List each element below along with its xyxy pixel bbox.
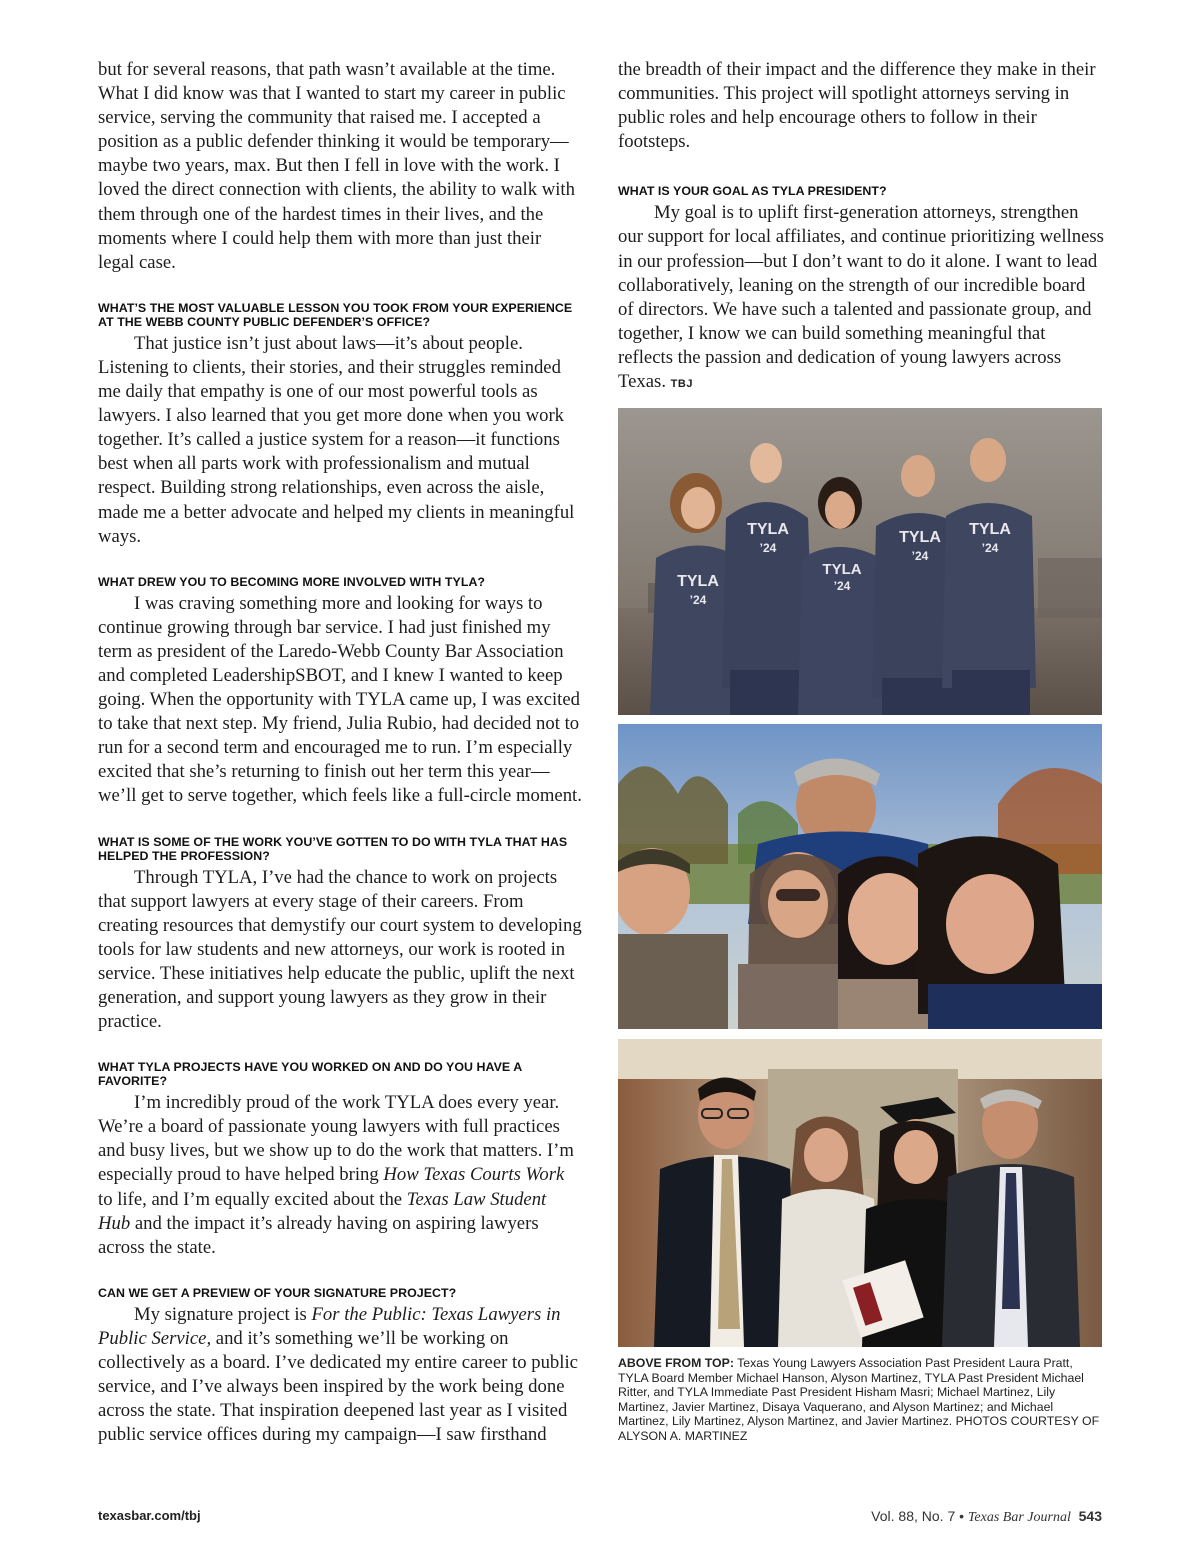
project-title-for-the-public: For the Public: Texas Lawyers in Public Service, [98, 1303, 561, 1349]
question-tyla-projects: WHAT TYLA PROJECTS HAVE YOU WORKED ON AND DO YOU HAVE A FAVORITE? [98, 1060, 522, 1089]
shirt-logo-text: TYLA [822, 561, 862, 578]
photo-graduation-group [618, 1039, 1102, 1347]
project-title-law-student-hub: Texas Law Student Hub [98, 1188, 547, 1234]
selfie-photo-illustration [618, 724, 1102, 1029]
footer-site-link[interactable]: texasbar.com/tbj [98, 1508, 201, 1523]
shirt-logo-year: ’24 [833, 579, 851, 593]
footer-journal-name: Texas Bar Journal [967, 1510, 1071, 1525]
question-involved-tyla: WHAT DREW YOU TO BECOMING MORE INVOLVED WITH TYLA? [98, 574, 486, 589]
answer-signature-project [98, 1303, 582, 1448]
shirt-logo-year: ’24 [981, 541, 999, 555]
graduation-photo-illustration [618, 1039, 1102, 1347]
answer-text: I’m incredibly proud of the work TYLA does every year. We’re a board of passionate young lawyers with full practices and busy lives, but we show up to do the work that matters. I’m especially proud to have helped bring [98, 1092, 574, 1186]
shirt-logo-text: TYLA [747, 521, 789, 538]
paragraph-continued: but for several reasons, that path wasn’t available at the time. What I did know was that I wanted to start my career in public service, serving the community that raised me. I accepted a position as a public defender thinking it would be temporary—maybe two years, max. But then I fell in love with the work. I loved the direct connection with clients, the ability to walk with them through one of the hardest times in their lives, and the moments where I could help them with more than just their legal case. [98, 59, 575, 273]
photo-tyla-board-group [618, 408, 1102, 715]
paragraph-continued-right: the breadth of their impact and the difference they make in their communities. This project will spotlight attorneys serving in public roles and help encourage others to follow in their footsteps. [618, 59, 1096, 153]
question-work-profession: WHAT IS SOME OF THE WORK YOU’VE GOTTEN TO DO WITH TYLA THAT HAS HELPED THE PROFESSION? [98, 834, 568, 863]
shirt-logo-text: TYLA [677, 573, 719, 590]
caption-text: Texas Young Lawyers Association Past President Laura Pratt, TYLA Board Member Michael Hanson, Alyson Martinez, TYLA Past President Michael Ritter, and TYLA Immediate Past President Hisham Masri; Michael Martinez, Lily Martinez, Javier Martinez, Disaya Vaquerano, and Alyson Martinez; and Michael Martinez, Lily Martinez, Alyson Martinez, and Javier Martinez. PHOTOS COURTESY OF ALYSON A. MARTINEZ [618, 1356, 1100, 1443]
shirt-logo-text: TYLA [899, 529, 941, 546]
end-mark: TBJ [670, 378, 693, 391]
photo-family-selfie [618, 724, 1102, 1029]
answer-work-profession: Through TYLA, I’ve had the chance to work on projects that support lawyers at every stage of their careers. From creating resources that demystify our court system to developing tools for law students and new attorneys, our work is rooted in service. These initiatives help educate the public, uplift the next generation, and support young lawyers as they grow in their practice. [98, 866, 582, 1033]
footer-separator: • [959, 1508, 965, 1524]
footer-issue-info [871, 1508, 1102, 1526]
footer-volume: Vol. 88, No. 7 [871, 1508, 956, 1524]
shirt-logo-year: ’24 [689, 593, 707, 607]
shirt-logo-year: ’24 [911, 549, 929, 563]
answer-goal-president [618, 201, 1104, 396]
answer-tyla-projects [98, 1091, 582, 1260]
photo-caption [618, 1356, 1104, 1444]
caption-lead: ABOVE FROM TOP: [618, 1356, 734, 1370]
answer-valuable-lesson: That justice isn’t just about laws—it’s about people. Listening to clients, their stories, and their struggles reminded me daily that empathy is one of our most powerful tools as lawyers. I also learned that you get more done when you work together. It’s called a justice system for a reason—it functions best when all parts work with professionalism and mutual respect. Building strong relationships, even across the aisle, made me a better advocate and helped my clients in meaningful ways. [98, 332, 575, 547]
question-signature-project: CAN WE GET A PREVIEW OF YOUR SIGNATURE PROJECT? [98, 1285, 457, 1300]
answer-text: and it’s something we’ll be working on collectively as a board. I’ve dedicated my entire career to public service, and I’ve always been inspired by the work being done across the state. That inspiration deepened last year as I visited public service offices during my campaign—I saw firsthand [98, 1327, 578, 1446]
answer-text: to life, and I’m equally excited about the [98, 1188, 407, 1210]
answer-text: My goal is to uplift first-generation attorneys, strengthen our support for local affiliates, and continue prioritizing wellness in our profession—but I don’t want to do it alone. I want to lead collaboratively, leaning on the strength of our incredible board of directors. We have such a talented and passionate group, and together, I know we can build something meaningful that reflects the passion and dedication of young lawyers across Texas. [618, 202, 1104, 393]
answer-text: My signature project is [134, 1303, 312, 1325]
answer-text: and the impact it’s already having on aspiring lawyers across the state. [98, 1212, 539, 1258]
shirt-logo-year: ’24 [759, 541, 777, 555]
group-photo-illustration [618, 408, 1102, 715]
answer-involved-tyla: I was craving something more and looking for ways to continue growing through bar service. I had just finished my term as president of the Laredo-Webb County Bar Association and completed LeadershipSBOT, and I knew I wanted to keep going. When the opportunity with TYLA came up, I was excited to take that next step. My friend, Julia Rubio, had decided not to run for a second term and encouraged me to run. I’m especially excited that she’s returning to finish out her term this year—we’ll get to serve together, which feels like a full-circle moment. [98, 592, 582, 807]
page-number: 543 [1078, 1508, 1102, 1524]
left-column [98, 58, 582, 1447]
question-valuable-lesson: WHAT’S THE MOST VALUABLE LESSON YOU TOOK FROM YOUR EXPERIENCE AT THE WEBB COUNTY PUBLIC DEFENDER’S OFFICE? [98, 300, 573, 329]
project-title-how-texas-courts-work: How Texas Courts Work [383, 1164, 565, 1186]
question-goal-president: WHAT IS YOUR GOAL AS TYLA PRESIDENT? [618, 184, 887, 199]
right-column [618, 58, 1104, 396]
shirt-logo-text: TYLA [969, 521, 1011, 538]
